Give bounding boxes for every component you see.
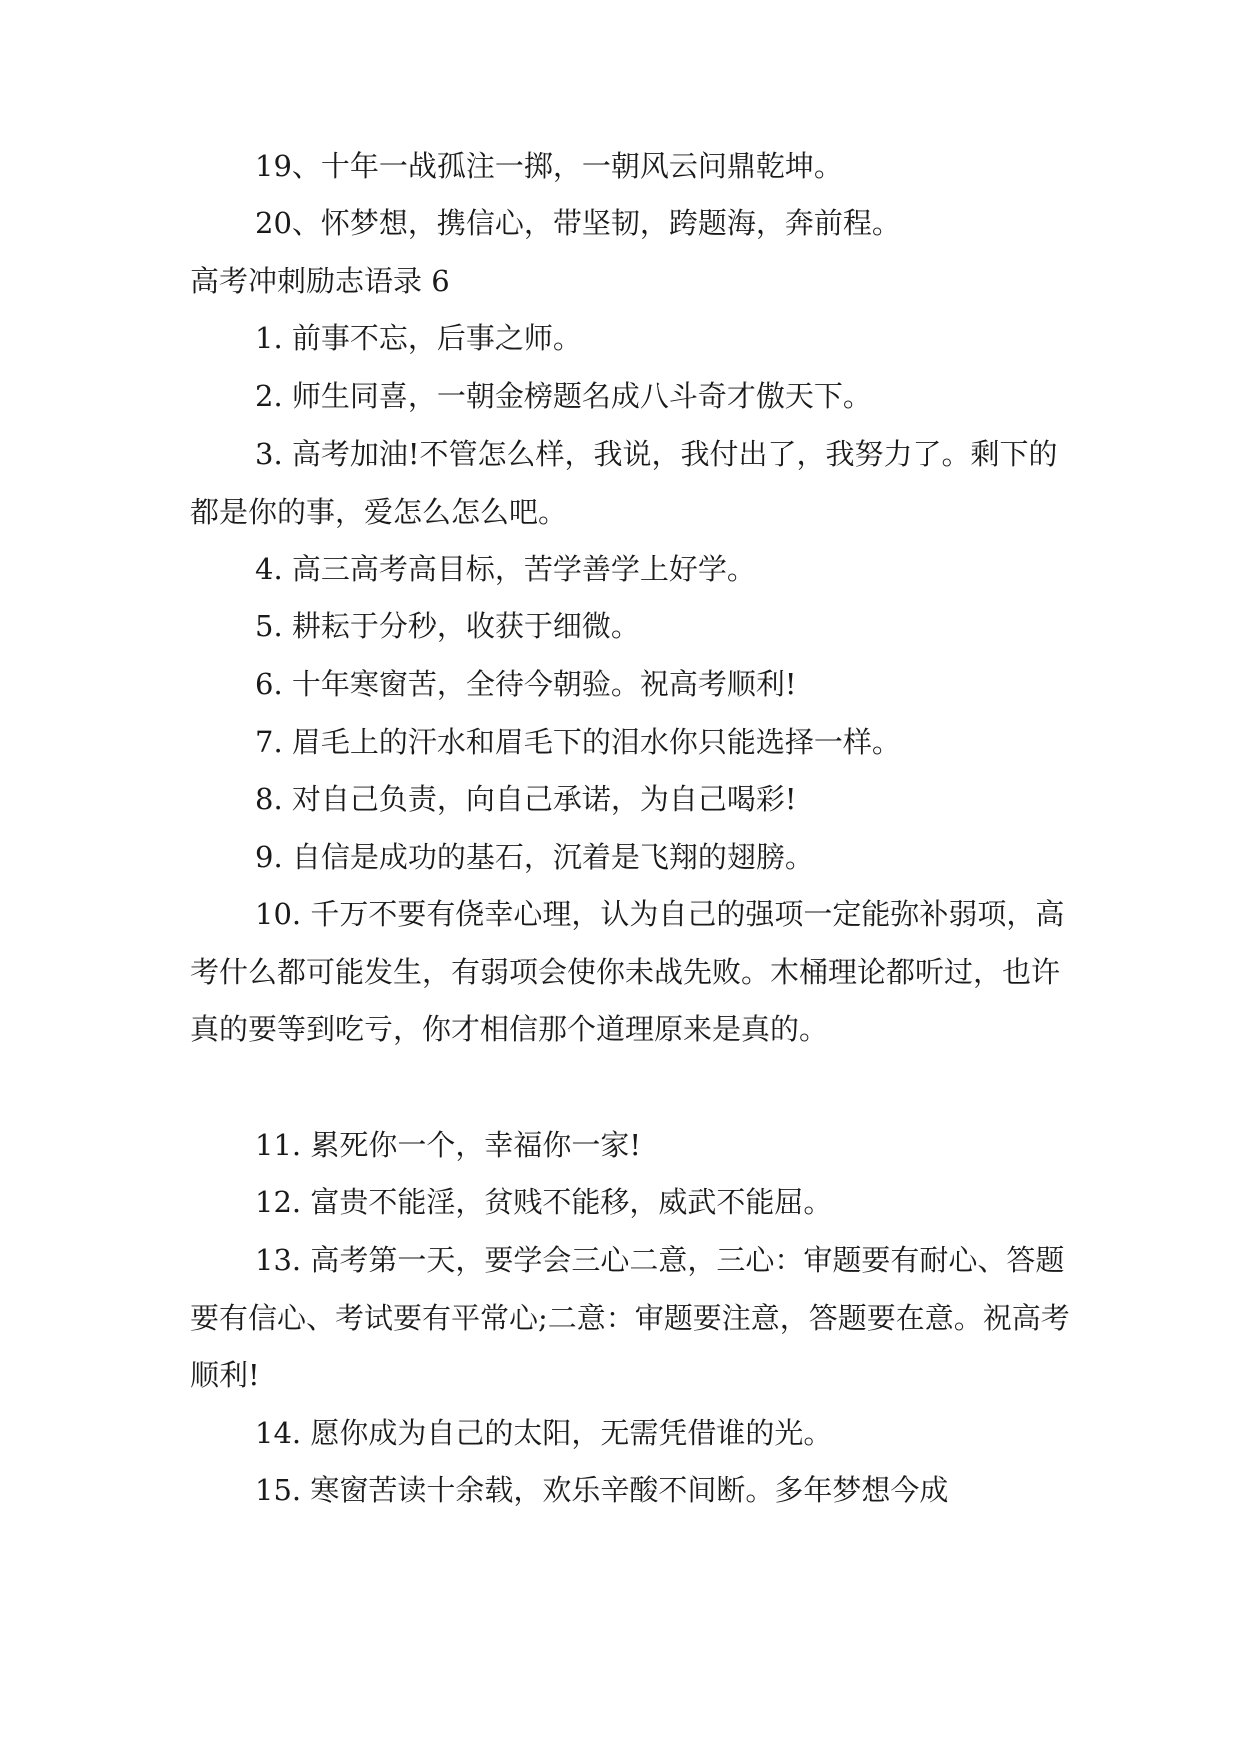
- paragraph-1: 1. 前事不忘，后事之师。: [255, 321, 582, 355]
- paragraph-4: 4. 高三高考高目标，苦学善学上好学。: [255, 552, 756, 586]
- paragraph-14: 14. 愿你成为自己的太阳，无需凭借谁的光。: [255, 1416, 833, 1450]
- paragraph-8: 8. 对自己负责，向自己承诺，为自己喝彩!: [255, 782, 797, 816]
- section-heading: 高考冲刺励志语录 6: [190, 264, 450, 298]
- paragraph-9: 9. 自信是成功的基石，沉着是飞翔的翅膀。: [255, 840, 814, 874]
- paragraph-10: 10. 千万不要有侥幸心理，认为自己的强项一定能弥补弱项，高考什么都可能发生，有弱项会使你未战先败。木桶理论都听过，也许真的要等到吃亏，你才相信那个道理原来是真的。: [190, 897, 1065, 1047]
- paragraph-11: 11. 累死你一个，幸福你一家!: [255, 1128, 641, 1162]
- paragraph-20: 20、怀梦想，携信心，带坚韧，跨题海，奔前程。: [255, 206, 901, 240]
- paragraph-12: 12. 富贵不能淫，贫贱不能移，威武不能屈。: [255, 1185, 833, 1219]
- paragraph-6: 6. 十年寒窗苦，全待今朝验。祝高考顺利!: [255, 667, 797, 701]
- paragraph-7: 7. 眉毛上的汗水和眉毛下的泪水你只能选择一样。: [255, 725, 901, 759]
- paragraph-15: 15. 寒窗苦读十余载，欢乐辛酸不间断。多年梦想今成: [255, 1473, 949, 1507]
- paragraph-3: 3. 高考加油!不管怎么样，我说，我付出了，我努力了。剩下的都是你的事，爱怎么怎么吧。: [190, 437, 1058, 529]
- paragraph-5: 5. 耕耘于分秒，收获于细微。: [255, 609, 640, 643]
- paragraph-2: 2. 师生同喜，一朝金榜题名成八斗奇才傲天下。: [255, 379, 872, 413]
- paragraph-13: 13. 高考第一天，要学会三心二意，三心：审题要有耐心、答题要有信心、考试要有平常心;二意：审题要注意，答题要在意。祝高考顺利!: [190, 1243, 1070, 1393]
- paragraph-19: 19、十年一战孤注一掷，一朝风云问鼎乾坤。: [255, 149, 843, 183]
